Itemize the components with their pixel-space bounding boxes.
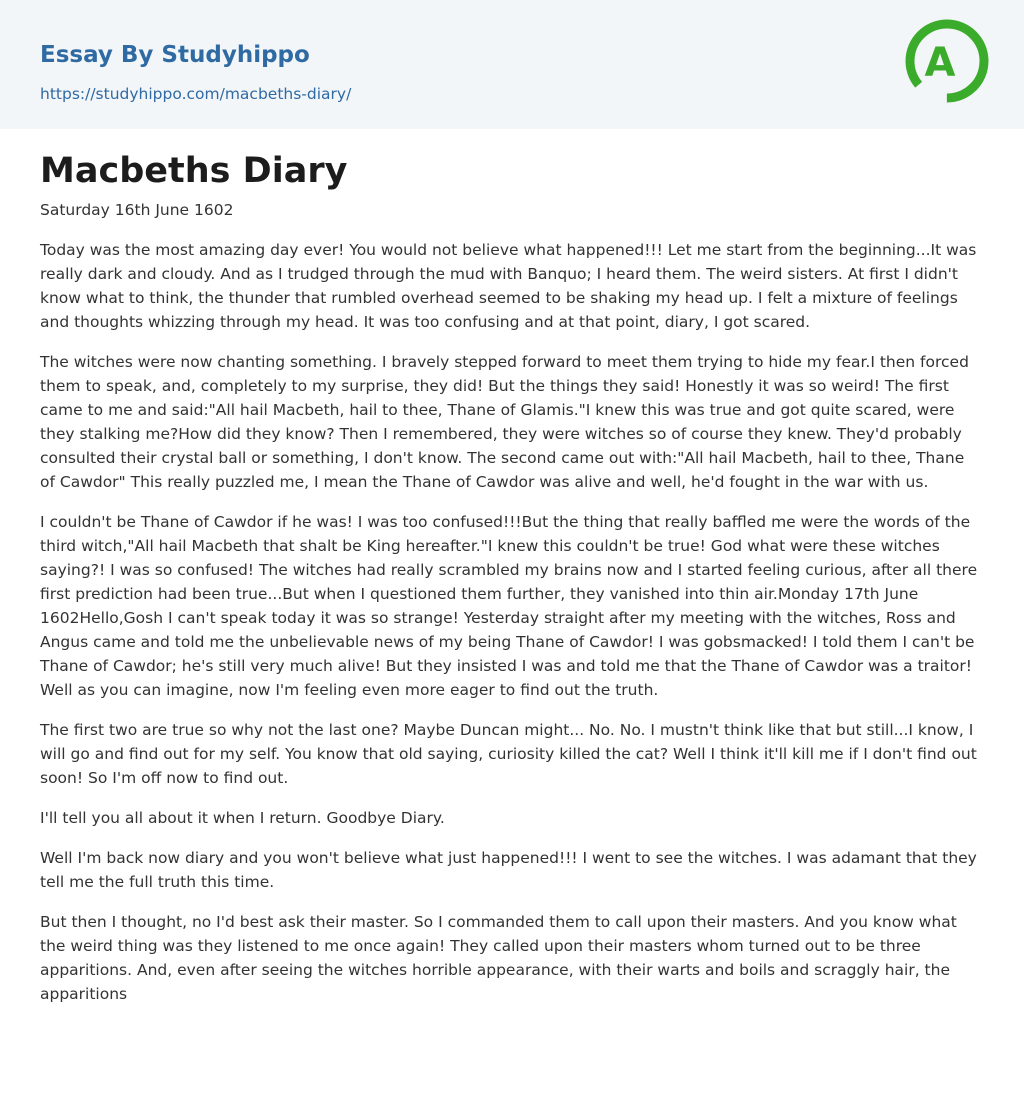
paragraph: Well I'm back now diary and you won't believe what just happened!!! I went to see the witches. I was adamant that they tell me the full truth this time. xyxy=(40,849,977,891)
paragraph: Today was the most amazing day ever! You would not believe what happened!!! Let me start from the beginning...It was really dark and cloudy. And as I trudged through the mud with Banquo; I heard them. The weird sisters. At first I didn't know what to think, the thunder that rumbled overhead seemed to be shaking my head up. I felt a mixture of feelings and thoughts whizzing through my head. It was too confusing and at that point, diary, I got scared. xyxy=(40,241,977,331)
article-title: Macbeths Diary xyxy=(40,151,348,191)
article-date: Saturday 16th June 1602 xyxy=(40,201,234,219)
paragraph: The witches were now chanting something. I bravely stepped forward to meet them trying to hide my fear.I then forced them to speak, and, completely to my surprise, they did! But the things they said! Honestly it was so weird! The first came to me and said:"All hail Macbeth, hail to thee, Thane of Glamis."I knew this was true and got quite scared, were they stalking me?How did they know? Then I remembered, they were witches so of course they knew. They'd probably consulted their crystal ball or something, I don't know. The second came out with:"All hail Macbeth, hail to thee, Thane of Cawdor" This really puzzled me, I mean the Thane of Cawdor was alive and well, he'd fought in the war with us. xyxy=(40,353,969,491)
paragraph: I'll tell you all about it when I return. Goodbye Diary. xyxy=(40,809,445,827)
article-url-link[interactable]: https://studyhippo.com/macbeths-diary/ xyxy=(40,85,352,103)
studyhippo-logo-icon[interactable] xyxy=(904,18,990,104)
brand-title: Essay By Studyhippo xyxy=(40,42,310,68)
article xyxy=(0,129,1024,1006)
logo-letter: A xyxy=(924,40,956,86)
site-header xyxy=(0,0,1024,129)
paragraph: I couldn't be Thane of Cawdor if he was! I was too confused!!!But the thing that really baffled me were the words of the third witch,"All hail Macbeth that shalt be King hereafter."I knew this couldn't be true! God what were these witches saying?! I was so confused! The witches had really scrambled my brains now and I started feeling curious, after all there first prediction had been true...But when I questioned them further, they vanished into thin air.Monday 17th June 1602Hello,Gosh I can't speak today it was so strange! Yesterday straight after my meeting with the witches, Ross and Angus came and told me the unbelievable news of my being Thane of Cawdor! I was gobsmacked! I told them I can't be Thane of Cawdor; he's still very much alive! But they insisted I was and told me that the Thane of Cawdor was a traitor! Well as you can imagine, now I'm feeling even more eager to find out the truth. xyxy=(40,513,978,699)
paragraph: But then I thought, no I'd best ask their master. So I commanded them to call upon their masters. And you know what the weird thing was they listened to me once again! They called upon their masters whom turned out to be three apparitions. And, even after seeing the witches horrible appearance, with their warts and boils and scraggly hair, the apparitions xyxy=(40,913,957,1003)
paragraph: The first two are true so why not the last one? Maybe Duncan might... No. No. I mustn't think like that but still...I know, I will go and find out for my self. You know that old saying, curiosity killed the cat? Well I think it'll kill me if I don't find out soon! So I'm off now to find out. xyxy=(40,721,977,787)
